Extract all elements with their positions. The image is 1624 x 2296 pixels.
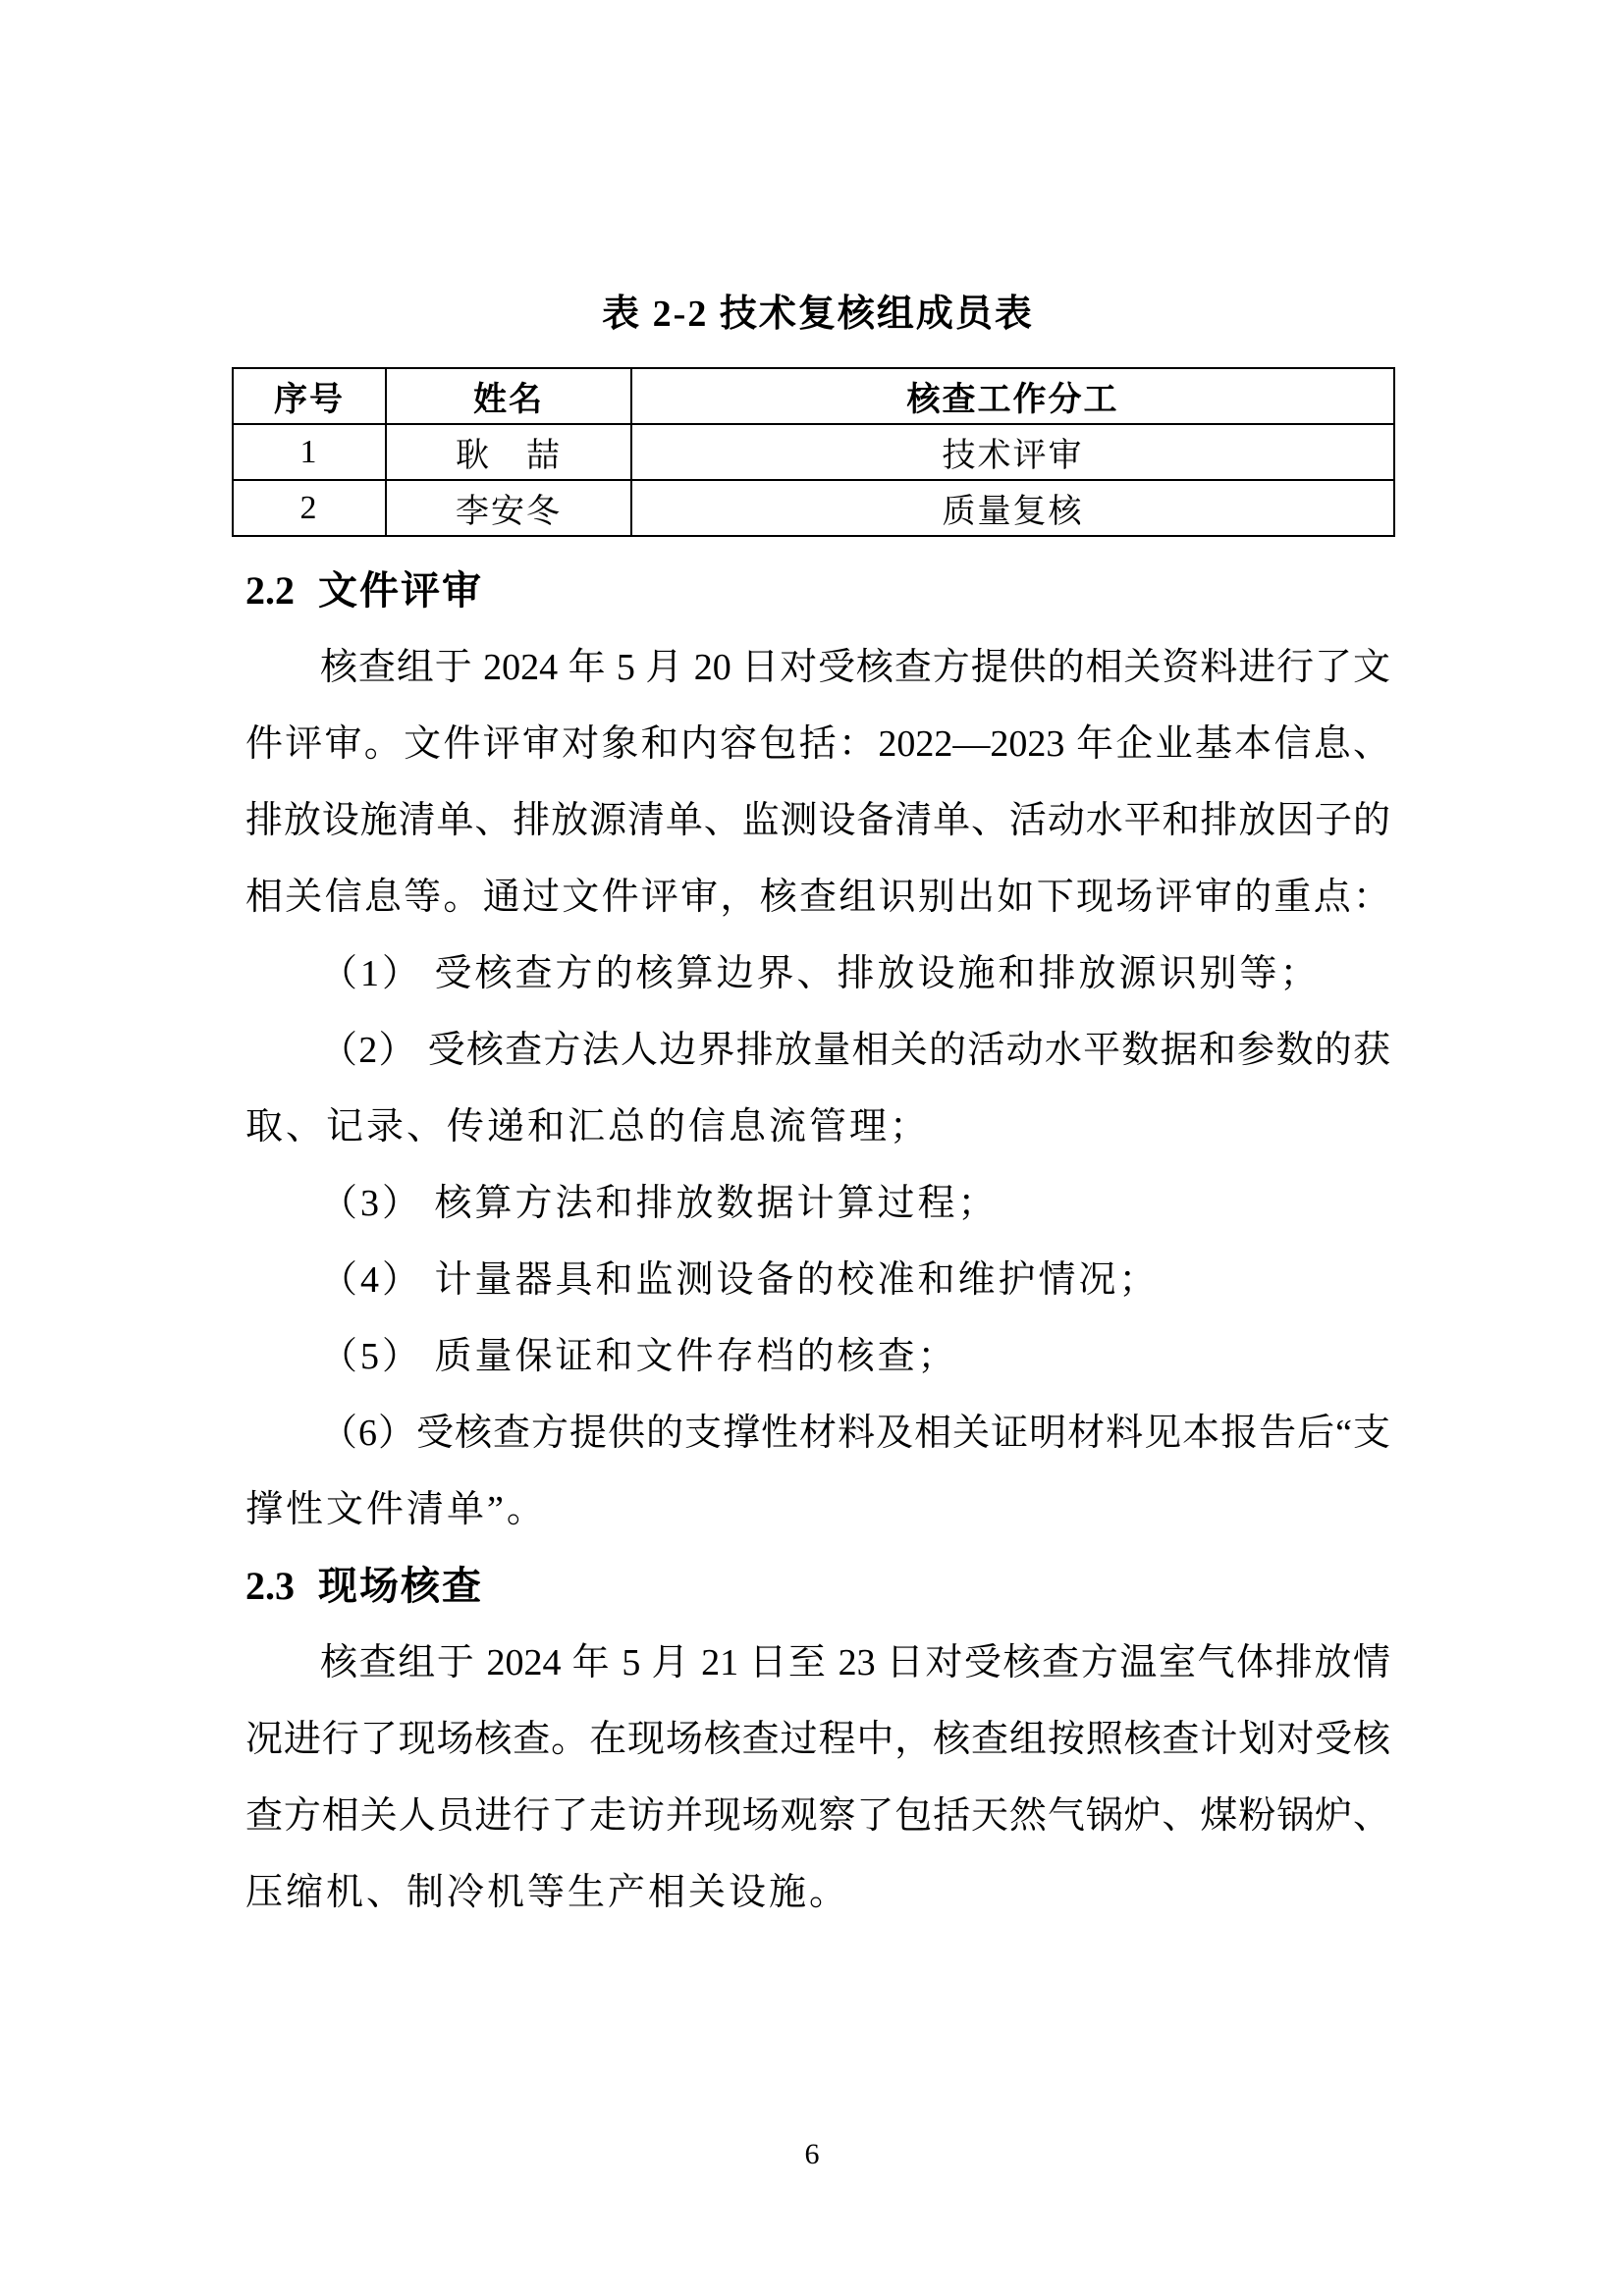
header-cell-duty: 核查工作分工	[631, 368, 1394, 424]
section-heading-2-2	[245, 553, 1390, 629]
text-line: （5） 质量保证和文件存档的核查；	[320, 1336, 958, 1377]
page-number: 6	[804, 2138, 820, 2170]
table-row	[233, 480, 1394, 536]
page-content	[245, 0, 1390, 1931]
text-line: 相关信息等。通过文件评审，核查组识别出如下现场评审的重点：	[245, 877, 1390, 918]
section-2-2-body	[245, 629, 1390, 1548]
text-line: 压缩机、制冷机等生产相关设施。	[245, 1872, 850, 1913]
header-cell-number: 序号	[233, 368, 386, 424]
text-line: 取、记录、传递和汇总的信息流管理；	[245, 1106, 931, 1148]
text-line: （6）受核查方提供的支撑性材料及相关证明材料见本报告后“支	[320, 1413, 1390, 1454]
section-heading-2-3	[245, 1548, 1390, 1625]
section-number: 2.2	[245, 568, 295, 613]
text-line: 撑性文件清单”。	[245, 1489, 547, 1530]
cell-name: 耿 喆	[386, 424, 631, 480]
cell-number: 2	[233, 480, 386, 536]
table-header-row	[233, 368, 1394, 424]
cell-duty: 技术评审	[631, 424, 1394, 480]
text-line: 核查组于 2024 年 5 月 21 日至 23 日对受核查方温室气体排放情	[320, 1642, 1390, 1683]
text-line: 核查组于 2024 年 5 月 20 日对受核查方提供的相关资料进行了文	[320, 647, 1390, 688]
header-cell-name: 姓名	[386, 368, 631, 424]
cell-name: 李安冬	[386, 480, 631, 536]
text-line: 查方相关人员进行了走访并现场观察了包括天然气锅炉、煤粉锅炉、	[245, 1795, 1390, 1837]
text-line: （3） 核算方法和排放数据计算过程；	[320, 1183, 999, 1224]
text-line: 况进行了现场核查。在现场核查过程中，核查组按照核查计划对受核	[245, 1719, 1390, 1760]
table-row	[233, 424, 1394, 480]
table-caption: 表 2-2 技术复核组成员表	[602, 294, 1034, 335]
members-table	[232, 367, 1395, 537]
section-2-3-body	[245, 1625, 1390, 1931]
section-title: 现场核查	[318, 1564, 483, 1608]
text-line: （4） 计量器具和监测设备的校准和维护情况；	[320, 1259, 1160, 1301]
text-line: （2） 受核查方法人边界排放量相关的活动水平数据和参数的获	[320, 1030, 1390, 1071]
text-line: （1） 受核查方的核算边界、排放设施和排放源识别等；	[320, 953, 1321, 994]
text-line: 排放设施清单、排放源清单、监测设备清单、活动水平和排放因子的	[245, 800, 1390, 841]
cell-duty: 质量复核	[631, 480, 1394, 536]
section-title: 文件评审	[318, 568, 483, 613]
cell-number: 1	[233, 424, 386, 480]
section-number: 2.3	[245, 1564, 295, 1608]
text-line: 件评审。文件评审对象和内容包括：2022—2023 年企业基本信息、	[245, 723, 1390, 765]
